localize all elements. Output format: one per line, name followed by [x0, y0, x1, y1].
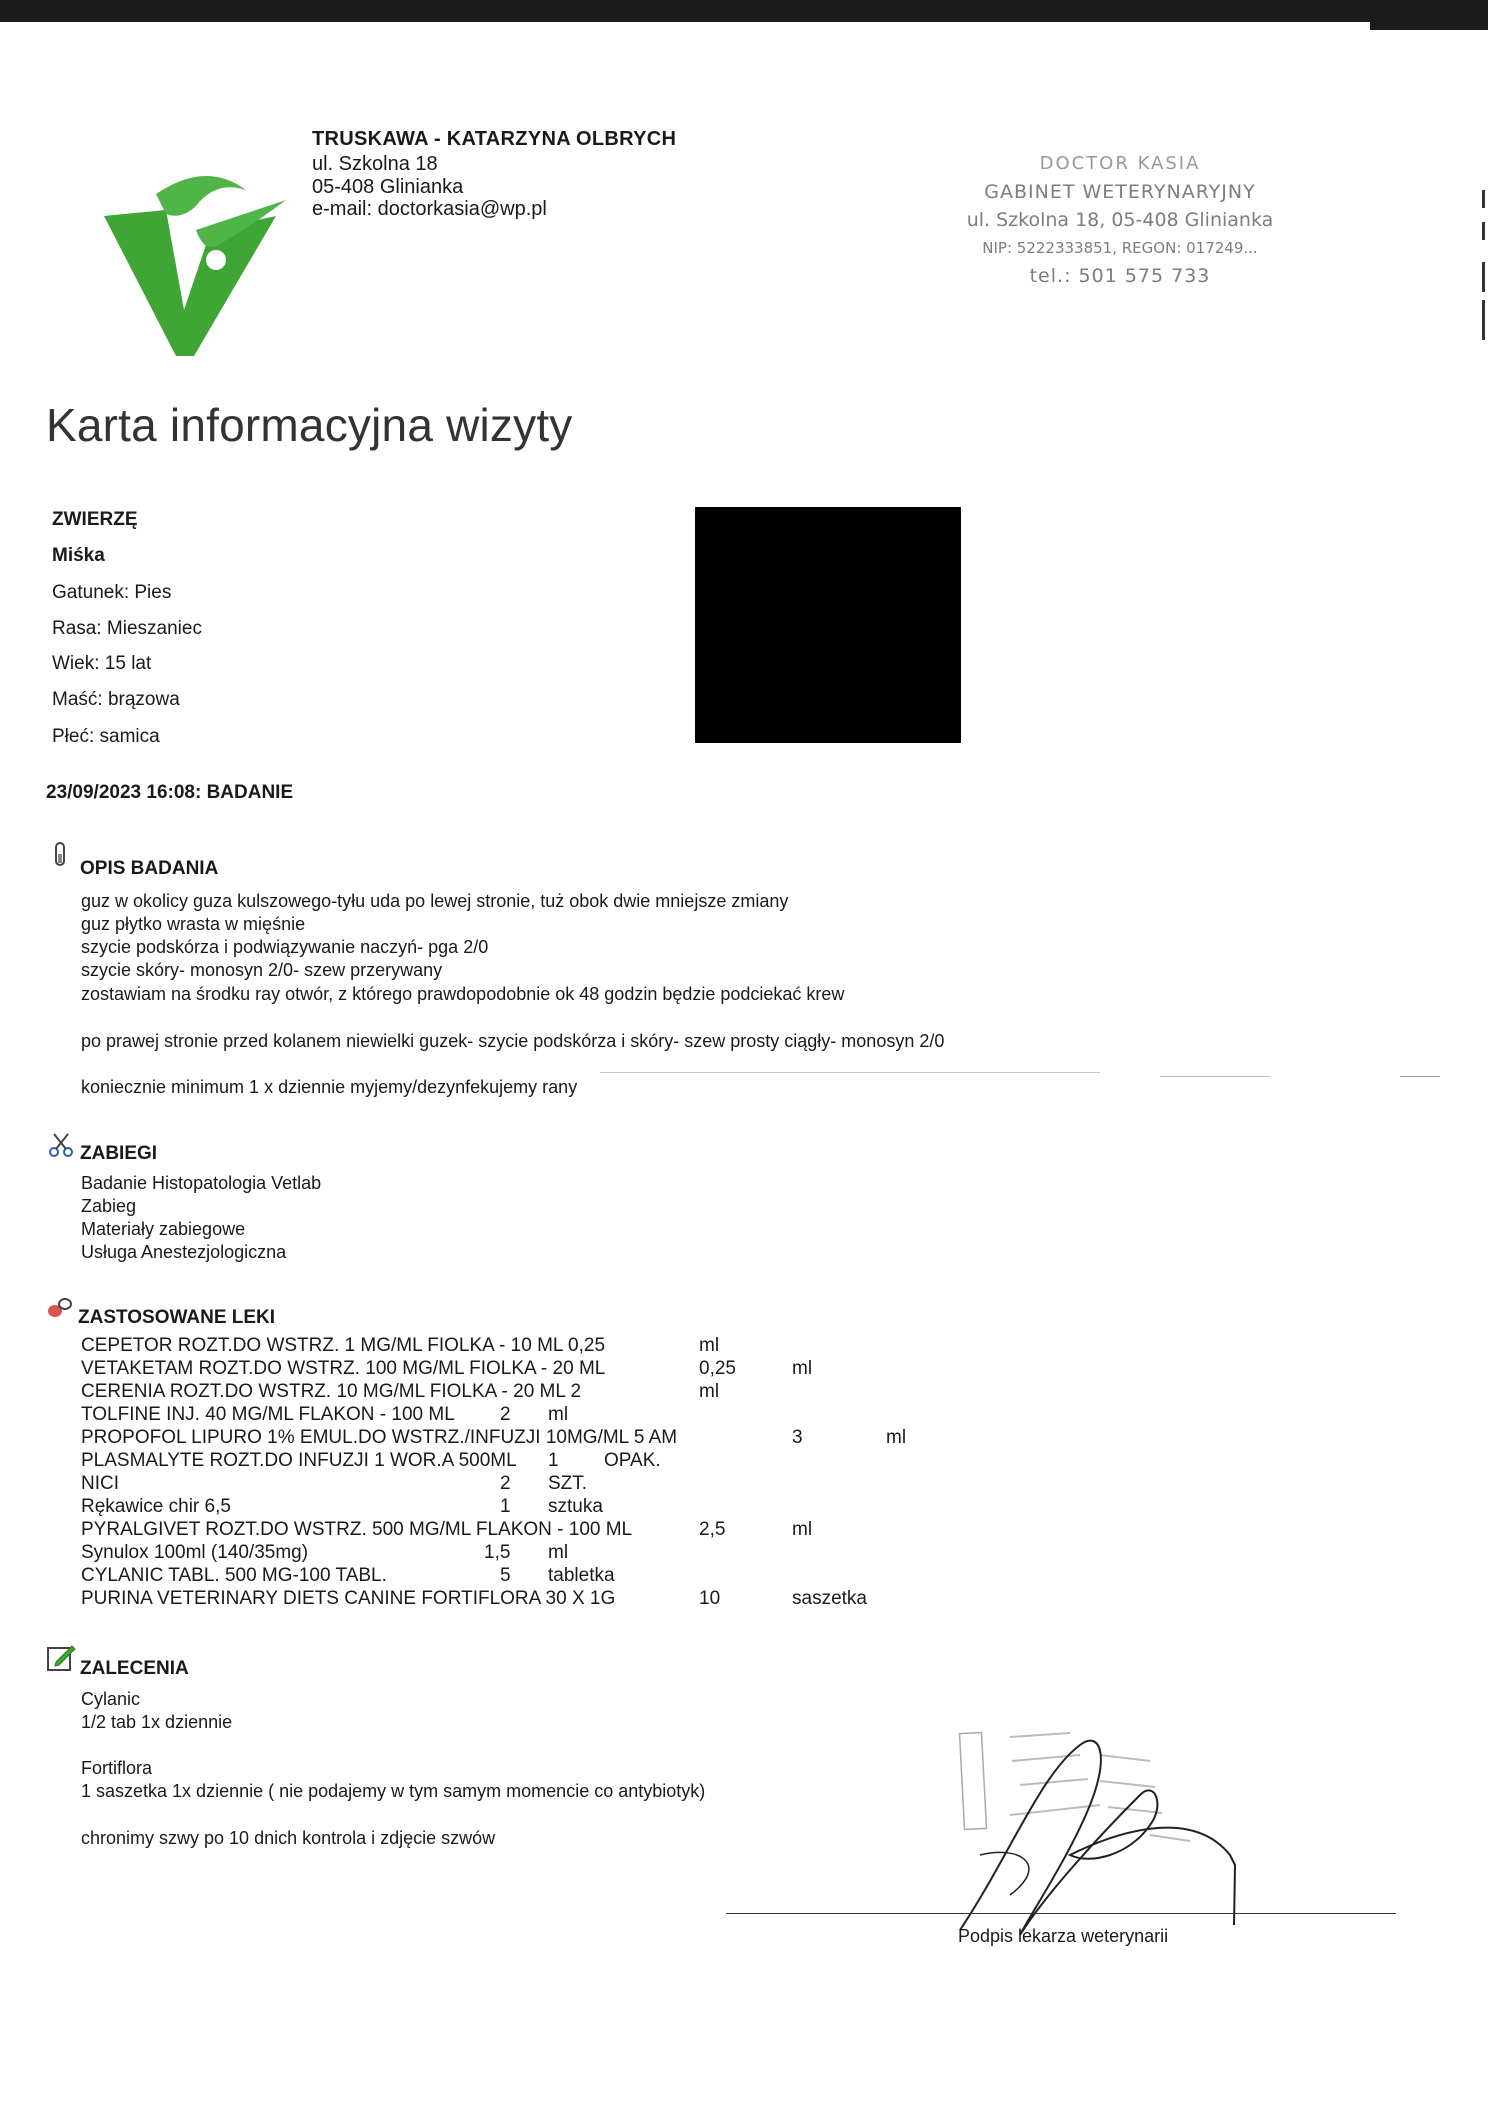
- scan-top-border-right: [1370, 0, 1488, 30]
- drug-name: TOLFINE INJ. 40 MG/ML FLAKON - 100 ML: [81, 1404, 455, 1425]
- page-title: Karta informacyjna wizyty: [46, 399, 573, 451]
- drug-qty: 3: [792, 1427, 803, 1448]
- procedure-item: Zabieg: [81, 1196, 137, 1216]
- drug-name: PYRALGIVET ROZT.DO WSTRZ. 500 MG/ML FLAKON - 100 ML: [81, 1519, 633, 1540]
- exam-line: guz płytko wrasta w mięśnie: [81, 914, 306, 934]
- drug-unit: ml: [548, 1542, 569, 1563]
- exam-line: po prawej stronie przed kolanem niewielki guzek- szycie podskórza i skóry- szew prosty ciągły- monosyn 2/0: [81, 1031, 945, 1051]
- clinic-street: ul. Szkolna 18: [312, 153, 438, 175]
- drug-unit: ml: [886, 1427, 907, 1448]
- drug-name: CEPETOR ROZT.DO WSTRZ. 1 MG/ML FIOLKA - 10 ML 0,25: [81, 1335, 606, 1356]
- redacted-photo: [695, 507, 961, 743]
- clinic-email: e-mail: doctorkasia@wp.pl: [312, 198, 547, 220]
- drug-qty: 2: [500, 1404, 511, 1425]
- clinic-stamp: [950, 150, 1290, 290]
- scan-top-border: [0, 0, 1488, 22]
- animal-breed: Rasa: Mieszaniec: [52, 618, 202, 639]
- scan-edge-mark: [1482, 190, 1485, 208]
- drug-unit: OPAK.: [604, 1450, 661, 1471]
- drug-qty: 2: [500, 1473, 511, 1494]
- scan-edge-mark: [1482, 300, 1485, 340]
- drug-unit: ml: [548, 1404, 569, 1425]
- stamp-line: tel.: 501 575 733: [1029, 265, 1211, 287]
- recommendation-line: Fortiflora: [81, 1758, 153, 1778]
- scan-line: [1400, 1076, 1440, 1077]
- drug-unit: ml: [699, 1335, 720, 1356]
- drug-qty: 1: [500, 1496, 511, 1517]
- recommendation-line: 1 saszetka 1x dziennie ( nie podajemy w tym samym momencie co antybiotyk): [81, 1781, 706, 1801]
- drug-name: CYLANIC TABL. 500 MG-100 TABL.: [81, 1565, 387, 1586]
- test-tube-icon: [52, 842, 68, 870]
- scan-edge-mark: [1482, 262, 1485, 292]
- procedures-heading: ZABIEGI: [80, 1143, 158, 1164]
- animal-heading: ZWIERZĘ: [52, 509, 138, 530]
- stamp-line: DOCTOR KASIA: [1039, 153, 1201, 174]
- drug-name: PROPOFOL LIPURO 1% EMUL.DO WSTRZ./INFUZJI 10MG/ML 5 AM: [81, 1427, 678, 1448]
- recommendation-line: 1/2 tab 1x dziennie: [81, 1712, 233, 1732]
- drug-name: CERENIA ROZT.DO WSTRZ. 10 MG/ML FIOLKA - 20 ML 2: [81, 1381, 582, 1402]
- clinic-city: 05-408 Glinianka: [312, 176, 464, 198]
- drug-name: Rękawice chir 6,5: [81, 1496, 231, 1517]
- edit-note-icon: [46, 1642, 76, 1672]
- pills-icon: [46, 1296, 74, 1320]
- drug-unit: saszetka: [792, 1588, 867, 1609]
- drug-unit: ml: [792, 1358, 813, 1379]
- doctor-signature-stamp: [950, 1715, 1260, 1945]
- animal-age: Wiek: 15 lat: [52, 653, 152, 674]
- exam-line: koniecznie minimum 1 x dziennie myjemy/dezynfekujemy rany: [81, 1077, 578, 1097]
- animal-name: Miśka: [52, 545, 105, 566]
- signature-label: Podpis lekarza weterynarii: [958, 1926, 1169, 1946]
- drug-name: VETAKETAM ROZT.DO WSTRZ. 100 MG/ML FIOLKA - 20 ML: [81, 1358, 606, 1379]
- recommendation-line: chronimy szwy po 10 dnich kontrola i zdjęcie szwów: [81, 1828, 496, 1848]
- clinic-name: TRUSKAWA - KATARZYNA OLBRYCH: [312, 128, 677, 150]
- visit-datetime: 23/09/2023 16:08: BADANIE: [46, 782, 294, 803]
- drug-unit: tabletka: [548, 1565, 615, 1586]
- drug-name: PLASMALYTE ROZT.DO INFUZJI 1 WOR.A 500ML: [81, 1450, 517, 1471]
- drug-qty: 2,5: [699, 1519, 726, 1540]
- drug-qty: 1,5: [484, 1542, 511, 1563]
- drug-unit: SZT.: [548, 1473, 588, 1494]
- recommendation-line: Cylanic: [81, 1689, 141, 1709]
- exam-heading: OPIS BADANIA: [80, 858, 219, 879]
- animal-color: Maść: brązowa: [52, 689, 180, 710]
- animal-sex: Płeć: samica: [52, 726, 160, 747]
- exam-line: szycie skóry- monosyn 2/0- szew przerywany: [81, 960, 443, 980]
- drug-unit: ml: [792, 1519, 813, 1540]
- scan-edge-mark: [1482, 222, 1485, 240]
- logo-figure-arm: [156, 176, 246, 216]
- stamp-line: NIP: 5222333851, REGON: 017249...: [982, 239, 1258, 257]
- drugs-heading: ZASTOSOWANE LEKI: [78, 1307, 276, 1328]
- logo-highlight: [206, 250, 226, 270]
- stamp-line: GABINET WETERYNARYJNY: [984, 181, 1256, 203]
- drug-qty: 10: [699, 1588, 721, 1609]
- exam-line: szycie podskórza i podwiązywanie naczyń- pga 2/0: [81, 937, 489, 957]
- drug-name: NICI: [81, 1473, 119, 1494]
- procedure-item: Usługa Anestezjologiczna: [81, 1242, 287, 1262]
- drug-qty: 1: [548, 1450, 559, 1471]
- drug-unit: ml: [699, 1381, 720, 1402]
- scissors-icon: [48, 1132, 74, 1158]
- drug-qty: 0,25: [699, 1358, 736, 1379]
- drug-unit: sztuka: [548, 1496, 603, 1517]
- recommendations-heading: ZALECENIA: [80, 1658, 189, 1679]
- stamp-line: ul. Szkolna 18, 05-408 Glinianka: [966, 209, 1274, 231]
- scan-line: [1160, 1076, 1270, 1077]
- exam-line: zostawiam na środku ray otwór, z którego prawdopodobnie ok 48 godzin będzie podciekać krew: [81, 984, 845, 1004]
- procedure-item: Materiały zabiegowe: [81, 1219, 246, 1239]
- scan-line: [600, 1072, 1100, 1073]
- signature-line: [726, 1913, 1396, 1914]
- procedure-item: Badanie Histopatologia Vetlab: [81, 1173, 322, 1193]
- logo-v-shape: [104, 210, 276, 356]
- clinic-logo: [96, 160, 296, 356]
- exam-line: guz w okolicy guza kulszowego-tyłu uda po lewej stronie, tuż obok dwie mniejsze zmiany: [81, 891, 789, 911]
- drug-name: Synulox 100ml (140/35mg): [81, 1542, 309, 1563]
- drug-qty: 5: [500, 1565, 511, 1586]
- animal-species: Gatunek: Pies: [52, 582, 172, 603]
- drug-name: PURINA VETERINARY DIETS CANINE FORTIFLORA 30 X 1G: [81, 1588, 616, 1609]
